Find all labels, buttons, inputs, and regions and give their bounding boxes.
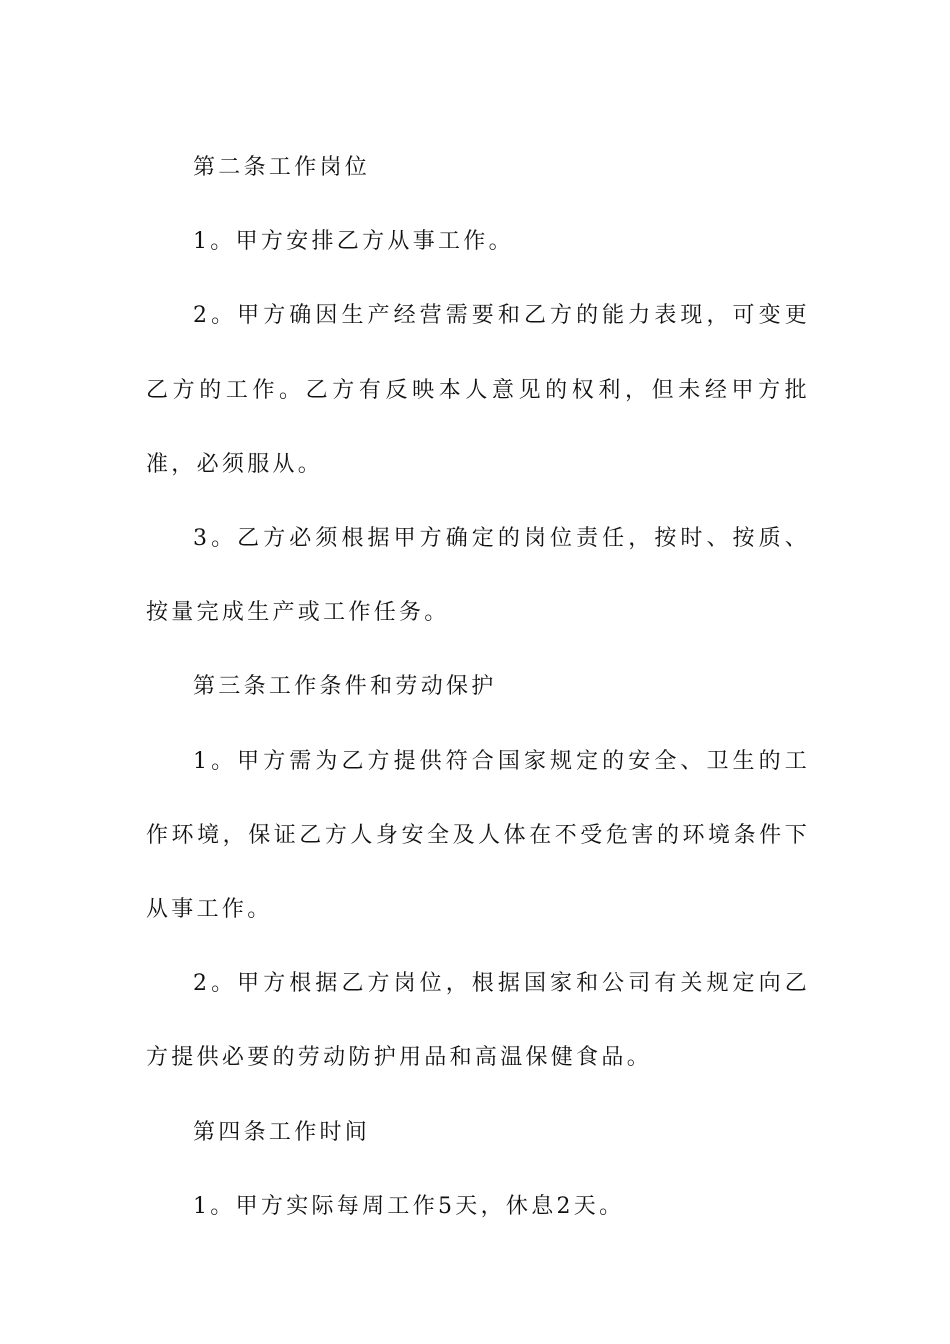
section-heading-work-conditions: 第三条工作条件和劳动保护 (193, 674, 497, 700)
section-heading-work-post: 第二条工作岗位 (193, 155, 371, 180)
clause-paragraph: 3。乙方必须根据甲方确定的岗位责任，按时、按质、按量完成生产或工作任务。 (146, 526, 810, 626)
clause-paragraph: 2。甲方确因生产经营需要和乙方的能力表现，可变更乙方的工作。乙方有反映本人意见的权利，但未经甲方批准，必须服从。 (146, 303, 810, 477)
clause-paragraph: 1。甲方需为乙方提供符合国家规定的安全、卫生的工作环境，保证乙方人身安全及人体在不受危害的环境条件下从事工作。 (146, 748, 810, 923)
document-body (146, 131, 810, 1244)
section-heading-work-time: 第四条工作时间 (193, 1119, 371, 1145)
clause-paragraph: 1。甲方安排乙方从事工作。 (193, 229, 514, 255)
clause-paragraph: 1。甲方实际每周工作5天，休息2天。 (193, 1193, 625, 1219)
clause-paragraph: 2。甲方根据乙方岗位，根据国家和公司有关规定向乙方提供必要的劳动防护用品和高温保健食品。 (146, 971, 810, 1071)
